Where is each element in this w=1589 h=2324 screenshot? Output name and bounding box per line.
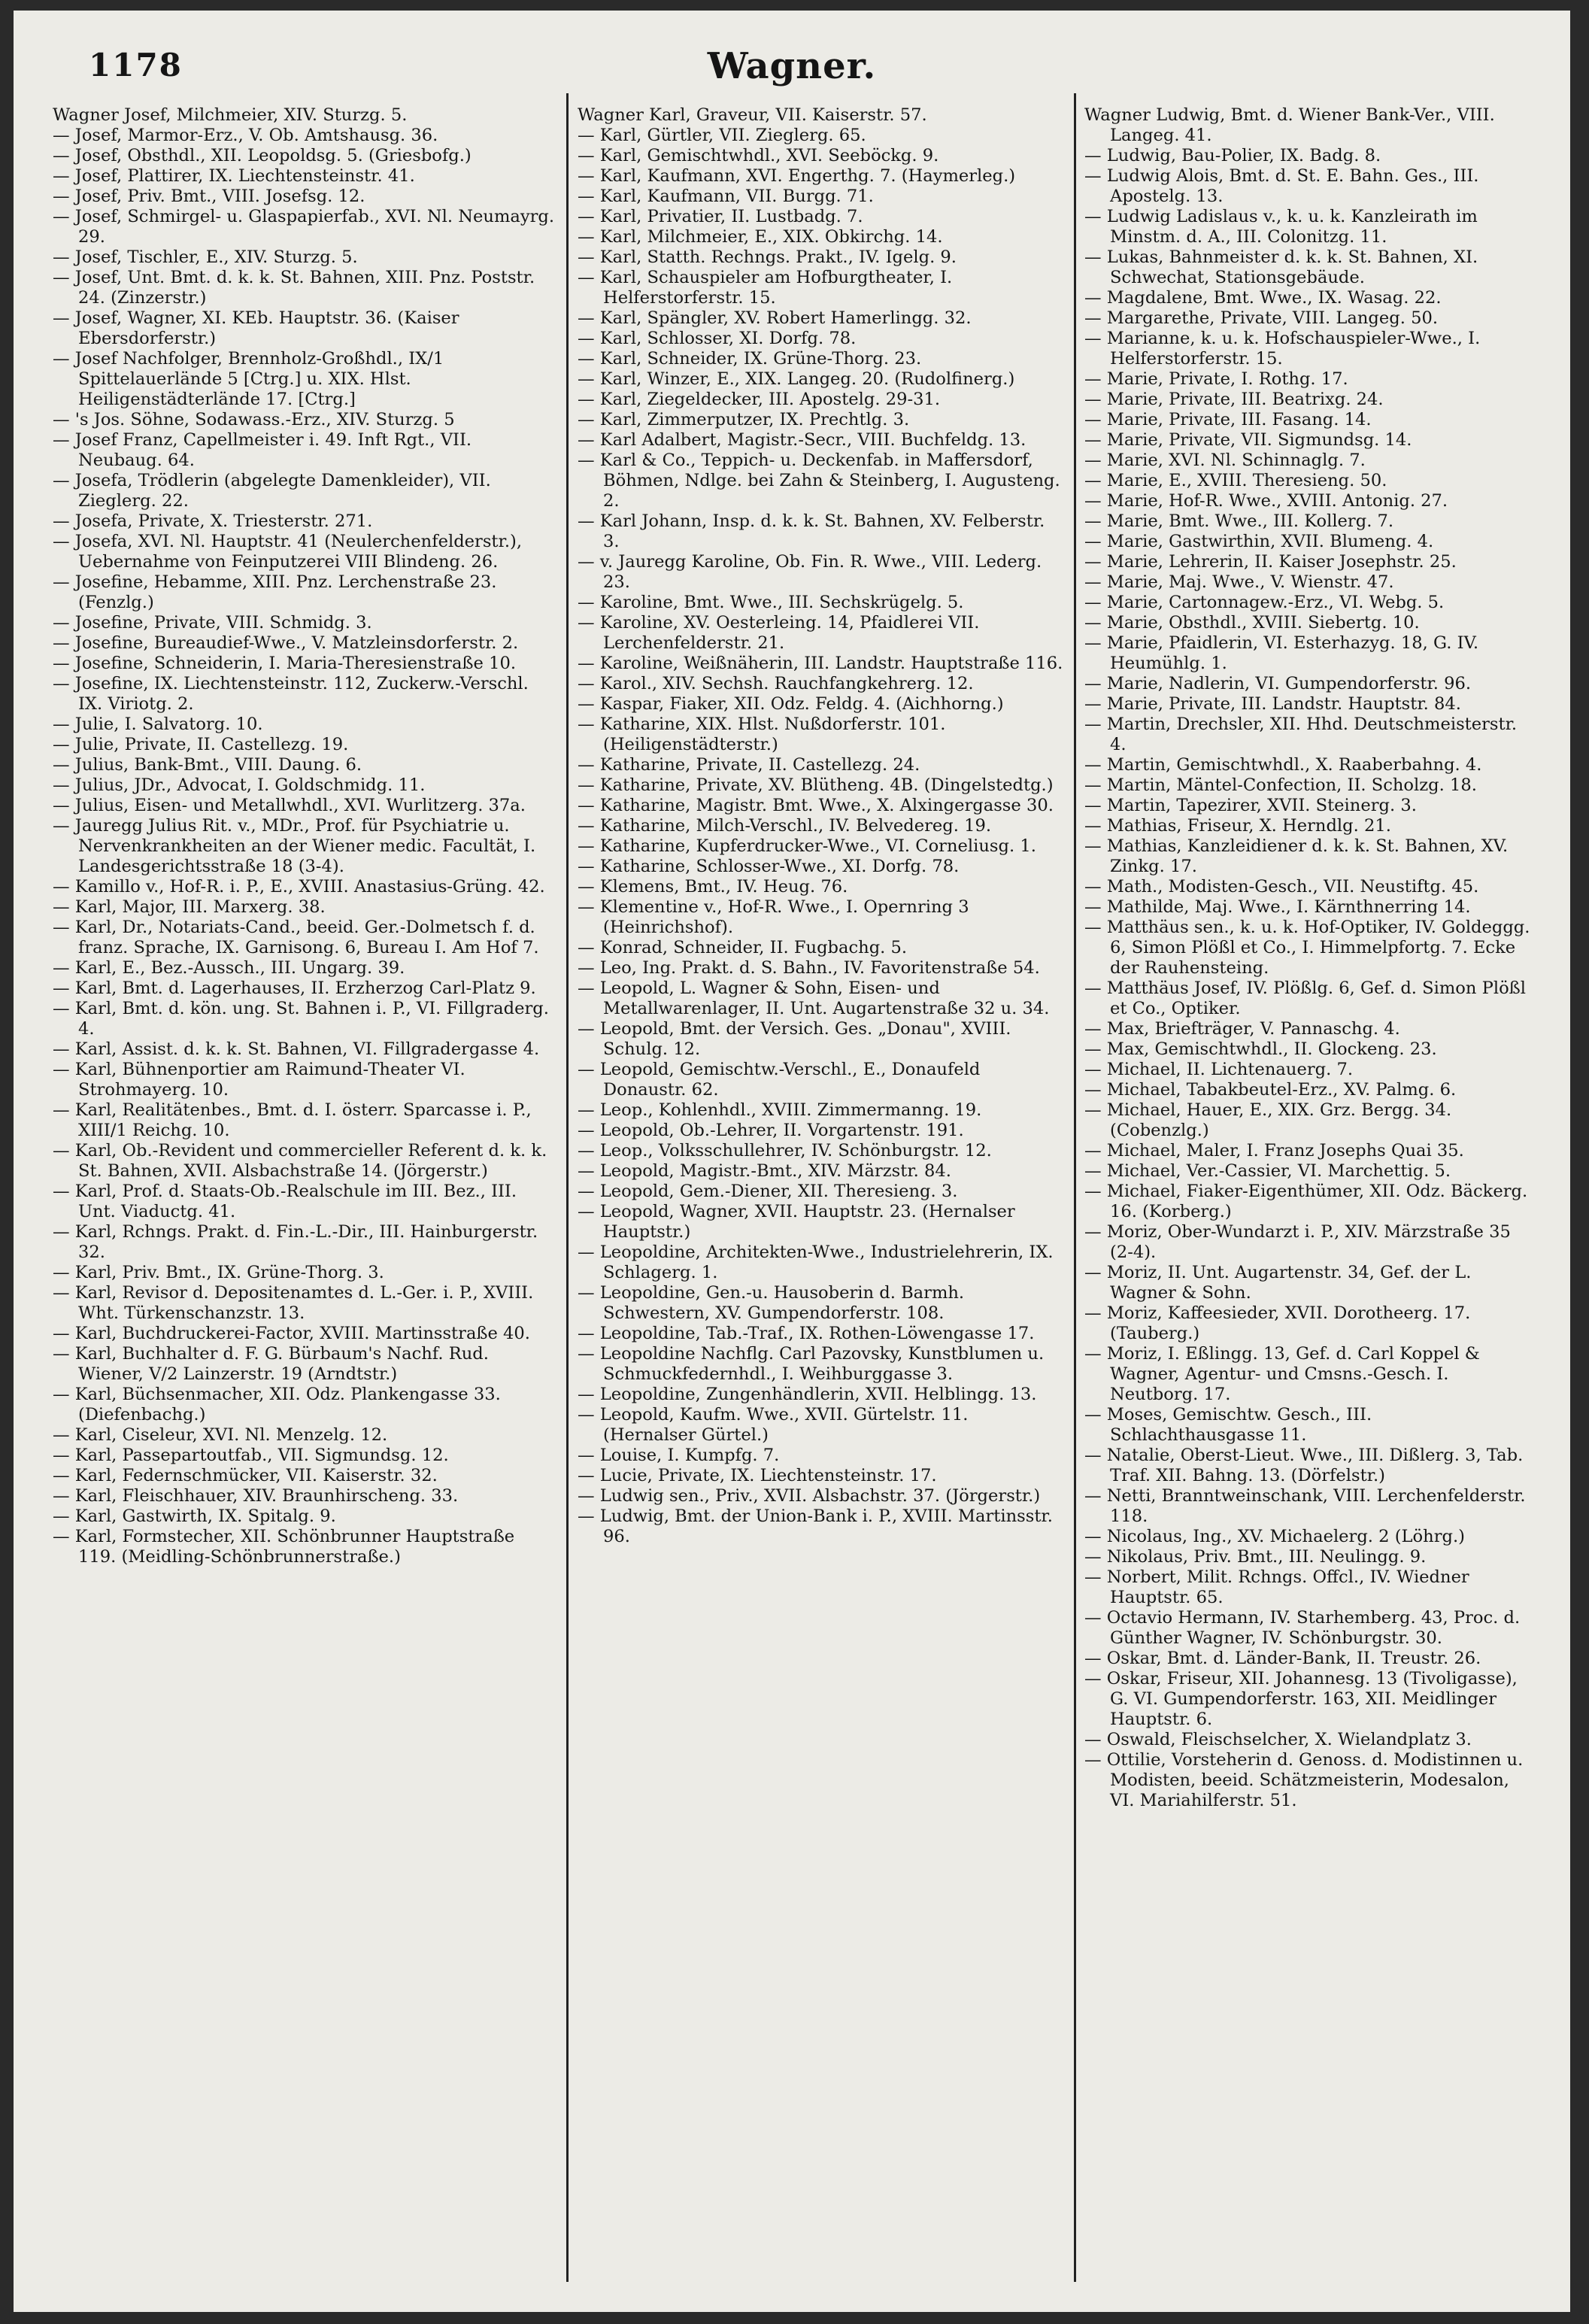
directory-entry: — Nicolaus, Ing., XV. Michaelerg. 2 (Löhrg.) bbox=[1084, 1527, 1465, 1546]
directory-entry: — Leopoldine Nachflg. Carl Pazovsky, Kunstblumen u. Schmuckfedernhdl., I. Weihburggasse 3. bbox=[578, 1344, 1045, 1384]
directory-entry: — Karl, Prof. d. Staats-Ob.-Realschule im III. Bez., III. Unt. Viaductg. 41. bbox=[53, 1182, 517, 1221]
directory-entry: — Marie, Private, III. Fasang. 14. bbox=[1084, 410, 1372, 429]
directory-entry: — Marie, Bmt. Wwe., III. Kollerg. 7. bbox=[1084, 511, 1394, 531]
directory-entry: — Karl, Passepartoutfab., VII. Sigmundsg. 12. bbox=[53, 1446, 449, 1465]
directory-entry: — Karl, Ciseleur, XVI. Nl. Menzelg. 12. bbox=[53, 1425, 388, 1445]
directory-entry: — Julius, JDr., Advocat, I. Goldschmidg. 11. bbox=[53, 775, 426, 795]
directory-entry: — Katharine, Private, XV. Blütheng. 4B. (Dingelstedtg.) bbox=[578, 775, 1054, 795]
directory-entry: — Michael, Hauer, E., XIX. Grz. Bergg. 34. (Cobenzlg.) bbox=[1084, 1100, 1452, 1140]
directory-entry: — Josef, Tischler, E., XIV. Sturzg. 5. bbox=[53, 247, 358, 267]
column-divider bbox=[566, 93, 569, 2282]
directory-entry: — Karl, Bühnenportier am Raimund-Theater VI. Strohmayerg. 10. bbox=[53, 1060, 465, 1100]
directory-entry: — Nikolaus, Priv. Bmt., III. Neulingg. 9. bbox=[1084, 1547, 1427, 1567]
directory-entry: — Karl, Kaufmann, XVI. Engerthg. 7. (Haymerleg.) bbox=[578, 166, 1016, 186]
directory-entry: — Leopoldine, Gen.-u. Hausoberin d. Barmh. Schwestern, XV. Gumpendorferstr. 108. bbox=[578, 1283, 965, 1323]
running-head: Wagner. bbox=[707, 45, 877, 87]
directory-entry: — Julius, Eisen- und Metallwhdl., XVI. Wurlitzerg. 37a. bbox=[53, 796, 526, 815]
directory-entry: — Karl, Bmt. d. Lagerhauses, II. Erzherzog Carl-Platz 9. bbox=[53, 978, 536, 998]
column-divider bbox=[1074, 93, 1076, 2282]
directory-entry: Wagner Ludwig, Bmt. d. Wiener Bank-Ver., VIII. Langeg. 41. bbox=[1084, 105, 1495, 145]
directory-entry: — Josef, Marmor-Erz., V. Ob. Amtshausg. 36. bbox=[53, 126, 438, 145]
directory-entry: — Karoline, Bmt. Wwe., III. Sechskrügelg. 5. bbox=[578, 593, 964, 612]
page-number: 1178 bbox=[89, 47, 183, 83]
directory-entry: — Marianne, k. u. k. Hofschauspieler-Wwe., I. Helferstorferstr. 15. bbox=[1084, 329, 1481, 369]
directory-entry: — Karoline, XV. Oesterleing. 14, Pfaidlerei VII. Lerchenfelderstr. 21. bbox=[578, 613, 980, 653]
page-header bbox=[14, 11, 1570, 87]
directory-entry: — Michael, Maler, I. Franz Josephs Quai 35. bbox=[1084, 1141, 1464, 1160]
directory-entry: — 's Jos. Söhne, Sodawass.-Erz., XIV. Sturzg. 5 bbox=[53, 410, 455, 429]
directory-entry: — Martin, Gemischtwhdl., X. Raaberbahng. 4. bbox=[1084, 755, 1482, 775]
directory-entry: — Karl, Fleischhauer, XIV. Braunhirscheng. 33. bbox=[53, 1486, 459, 1506]
directory-entry: — Mathias, Kanzleidiener d. k. k. St. Bahnen, XV. Zinkg. 17. bbox=[1084, 836, 1509, 876]
directory-entry: — Margarethe, Private, VIII. Langeg. 50. bbox=[1084, 308, 1439, 328]
directory-entry: — Leop., Kohlenhdl., XVIII. Zimmermanng. 19. bbox=[578, 1100, 982, 1120]
directory-entry: — Louise, I. Kumpfg. 7. bbox=[578, 1446, 780, 1465]
directory-column-middle bbox=[578, 105, 1065, 1547]
directory-entry: — Karl, Dr., Notariats-Cand., beeid. Ger.-Dolmetsch f. d. franz. Sprache, IX. Garnisong. 6, Bureau I. Am Hof 7. bbox=[53, 918, 539, 957]
directory-entry: — Karl, Ziegeldecker, III. Apostelg. 29-31. bbox=[578, 390, 941, 409]
directory-entry: — Marie, Private, I. Rothg. 17. bbox=[1084, 369, 1348, 389]
directory-entry: — Marie, Gastwirthin, XVII. Blumeng. 4. bbox=[1084, 532, 1434, 551]
directory-entry: — Karl, Gastwirth, IX. Spitalg. 9. bbox=[53, 1506, 336, 1526]
directory-entry: — Josefine, Hebamme, XIII. Pnz. Lerchenstraße 23. (Fenzlg.) bbox=[53, 572, 497, 612]
directory-entry: — Leop., Volksschullehrer, IV. Schönburgstr. 12. bbox=[578, 1141, 992, 1160]
directory-entry: — Matthäus Josef, IV. Plößlg. 6, Gef. d. Simon Plößl et Co., Optiker. bbox=[1084, 978, 1526, 1018]
directory-entry: — Marie, Private, III. Beatrixg. 24. bbox=[1084, 390, 1384, 409]
directory-entry: — Josef, Wagner, XI. KEb. Hauptstr. 36. (Kaiser Ebersdorferstr.) bbox=[53, 308, 459, 348]
directory-entry: — v. Jauregg Karoline, Ob. Fin. R. Wwe., VIII. Lederg. 23. bbox=[578, 552, 1042, 592]
directory-entry: — Karol., XIV. Sechsh. Rauchfangkehrerg. 12. bbox=[578, 674, 974, 693]
directory-entry: — Michael, Ver.-Cassier, VI. Marchettig. 5. bbox=[1084, 1161, 1451, 1181]
directory-entry: — Martin, Tapezirer, XVII. Steinerg. 3. bbox=[1084, 796, 1417, 815]
directory-entry: — Katharine, Milch-Verschl., IV. Belvedereg. 19. bbox=[578, 816, 992, 836]
directory-entry: — Josefa, Trödlerin (abgelegte Damenkleider), VII. Zieglerg. 22. bbox=[53, 471, 491, 511]
directory-entry: — Ludwig Alois, Bmt. d. St. E. Bahn. Ges., III. Apostelg. 13. bbox=[1084, 166, 1479, 206]
directory-entry: — Josefine, IX. Liechtensteinstr. 112, Zuckerw.-Verschl. IX. Viriotg. 2. bbox=[53, 674, 529, 714]
directory-entry: — Marie, Nadlerin, VI. Gumpendorferstr. 96. bbox=[1084, 674, 1472, 693]
directory-entry: — Oskar, Bmt. d. Länder-Bank, II. Treustr. 26. bbox=[1084, 1649, 1481, 1668]
directory-entry: — Oswald, Fleischselcher, X. Wielandplatz 3. bbox=[1084, 1730, 1472, 1749]
directory-entry: — Karl, Schlosser, XI. Dorfg. 78. bbox=[578, 329, 857, 348]
directory-entry: — Josef, Unt. Bmt. d. k. k. St. Bahnen, XIII. Pnz. Poststr. 24. (Zinzerstr.) bbox=[53, 268, 535, 308]
directory-entry: — Martin, Mäntel-Confection, II. Scholzg. 18. bbox=[1084, 775, 1477, 795]
directory-entry: — Moriz, Ober-Wundarzt i. P., XIV. Märzstraße 35 (2-4). bbox=[1084, 1222, 1511, 1262]
directory-page bbox=[14, 11, 1570, 2312]
directory-entry: — Josefine, Schneiderin, I. Maria-Theresienstraße 10. bbox=[53, 654, 517, 673]
directory-entry: — Marie, Lehrerin, II. Kaiser Josephstr. 25. bbox=[1084, 552, 1457, 572]
directory-entry: — Michael, Tabakbeutel-Erz., XV. Palmg. 6. bbox=[1084, 1080, 1457, 1100]
directory-entry: — Leopold, Wagner, XVII. Hauptstr. 23. (Hernalser Hauptstr.) bbox=[578, 1202, 1015, 1242]
directory-entry: — Karl, Zimmerputzer, IX. Prechtlg. 3. bbox=[578, 410, 910, 429]
directory-entry: — Leopold, Kaufm. Wwe., XVII. Gürtelstr. 11. (Hernalser Gürtel.) bbox=[578, 1405, 969, 1445]
directory-entry: — Leopoldine, Tab.-Traf., IX. Rothen-Löwengasse 17. bbox=[578, 1324, 1035, 1343]
directory-entry: Wagner Josef, Milchmeier, XIV. Sturzg. 5. bbox=[53, 105, 408, 125]
directory-entry: — Karl, Büchsenmacher, XII. Odz. Plankengasse 33. (Diefenbachg.) bbox=[53, 1385, 501, 1424]
directory-entry: — Karl, Ob.-Revident und commercieller Referent d. k. k. St. Bahnen, XVII. Alsbachstraße 14. (Jörgerstr.) bbox=[53, 1141, 547, 1181]
directory-entry: — Marie, Hof-R. Wwe., XVIII. Antonig. 27. bbox=[1084, 491, 1448, 511]
directory-column-right bbox=[1084, 105, 1536, 1811]
directory-entry: — Karl, Gürtler, VII. Zieglerg. 65. bbox=[578, 126, 866, 145]
directory-entry: — Karl, Federnschmücker, VII. Kaiserstr. 32. bbox=[53, 1466, 438, 1485]
directory-entry: — Karl, Realitätenbes., Bmt. d. I. österr. Sparcasse i. P., XIII/1 Reichg. 10. bbox=[53, 1100, 532, 1140]
directory-entry: — Josef Nachfolger, Brennholz-Großhdl., IX/1 Spittelauerlände 5 [Ctrg.] u. XIX. Hlst. Heiligenstädterlände 17. [Ctrg.] bbox=[53, 349, 444, 409]
directory-entry: — Ludwig, Bau-Polier, IX. Badg. 8. bbox=[1084, 146, 1381, 165]
directory-entry: — Karl, Buchhalter d. F. G. Bürbaum's Nachf. Rud. Wiener, V/2 Lainzerstr. 19 (Arndtstr.) bbox=[53, 1344, 489, 1384]
directory-entry: — Karl, Bmt. d. kön. ung. St. Bahnen i. P., VI. Fillgraderg. 4. bbox=[53, 999, 549, 1039]
directory-entry: — Ludwig, Bmt. der Union-Bank i. P., XVIII. Martinsstr. 96. bbox=[578, 1506, 1053, 1546]
directory-entry: — Konrad, Schneider, II. Fugbachg. 5. bbox=[578, 938, 908, 957]
directory-entry: — Mathias, Friseur, X. Herndlg. 21. bbox=[1084, 816, 1391, 836]
directory-entry: — Julius, Bank-Bmt., VIII. Daung. 6. bbox=[53, 755, 362, 775]
directory-entry: — Marie, Maj. Wwe., V. Wienstr. 47. bbox=[1084, 572, 1394, 592]
directory-column-left bbox=[53, 105, 556, 1567]
directory-entry: — Ottilie, Vorsteherin d. Genoss. d. Modistinnen u. Modisten, beeid. Schätzmeisterin, Modesalon, VI. Mariahilferstr. 51. bbox=[1084, 1750, 1524, 1810]
directory-entry: — Karl, Buchdruckerei-Factor, XVIII. Martinsstraße 40. bbox=[53, 1324, 530, 1343]
directory-entry: — Karl, Rchngs. Prakt. d. Fin.-L.-Dir., III. Hainburgerstr. 32. bbox=[53, 1222, 538, 1262]
directory-entry: — Marie, Obsthdl., XVIII. Siebertg. 10. bbox=[1084, 613, 1420, 633]
directory-entry: — Karl, Major, III. Marxerg. 38. bbox=[53, 897, 326, 917]
directory-entry: — Karl, Kaufmann, VII. Burgg. 71. bbox=[578, 187, 874, 206]
directory-entry: — Katharine, XIX. Hlst. Nußdorferstr. 101. (Heiligenstädterstr.) bbox=[578, 714, 946, 754]
directory-entry: — Leo, Ing. Prakt. d. S. Bahn., IV. Favoritenstraße 54. bbox=[578, 958, 1040, 978]
directory-entry: — Karl, Priv. Bmt., IX. Grüne-Thorg. 3. bbox=[53, 1263, 384, 1282]
directory-entry: — Julie, Private, II. Castellezg. 19. bbox=[53, 735, 349, 754]
directory-entry: — Martin, Drechsler, XII. Hhd. Deutschmeisterstr. 4. bbox=[1084, 714, 1518, 754]
directory-entry: — Karl, Schneider, IX. Grüne-Thorg. 23. bbox=[578, 349, 922, 369]
directory-entry: — Katharine, Schlosser-Wwe., XI. Dorfg. 78. bbox=[578, 857, 960, 876]
directory-entry: — Karl, Revisor d. Depositenamtes d. L.-Ger. i. P., XVIII. Wht. Türkenschanzstr. 13. bbox=[53, 1283, 534, 1323]
directory-entry: — Josef, Priv. Bmt., VIII. Josefsg. 12. bbox=[53, 187, 365, 206]
directory-entry: — Leopold, Ob.-Lehrer, II. Vorgartenstr. 191. bbox=[578, 1121, 964, 1140]
directory-entry: — Moriz, Kaffeesieder, XVII. Dorotheerg. 17. (Tauberg.) bbox=[1084, 1303, 1471, 1343]
directory-entry: — Leopold, Magistr.-Bmt., XIV. Märzstr. 84. bbox=[578, 1161, 951, 1181]
directory-entry: — Karl, Statth. Rechngs. Prakt., IV. Igelg. 9. bbox=[578, 247, 957, 267]
directory-entry: — Leopold, Gem.-Diener, XII. Theresieng. 3. bbox=[578, 1182, 958, 1201]
directory-entry: — Natalie, Oberst-Lieut. Wwe., III. Dißlerg. 3, Tab. Traf. XII. Bahng. 13. (Dörfelstr.) bbox=[1084, 1446, 1524, 1485]
directory-entry: — Michael, Fiaker-Eigenthümer, XII. Odz. Bäckerg. 16. (Korberg.) bbox=[1084, 1182, 1528, 1221]
directory-entry: — Max, Gemischtwhdl., II. Glockeng. 23. bbox=[1084, 1039, 1437, 1059]
directory-entry: — Karl, Formstecher, XII. Schönbrunner Hauptstraße 119. (Meidling-Schönbrunnerstraße.) bbox=[53, 1527, 515, 1567]
directory-entry: — Josefa, Private, X. Triesterstr. 271. bbox=[53, 511, 373, 531]
directory-entry: — Matthäus sen., k. u. k. Hof-Optiker, IV. Goldeggg. 6, Simon Plößl et Co., I. Himmelpfortg. 7. Ecke der Rauhensteing. bbox=[1084, 918, 1530, 978]
directory-entry: — Karl, Milchmeier, E., XIX. Obkirchg. 14. bbox=[578, 227, 943, 247]
directory-entry: — Math., Modisten-Gesch., VII. Neustiftg. 45. bbox=[1084, 877, 1479, 897]
directory-entry: — Octavio Hermann, IV. Starhemberg. 43, Proc. d. Günther Wagner, IV. Schönburgstr. 30. bbox=[1084, 1608, 1521, 1648]
directory-entry: — Josef, Plattirer, IX. Liechtensteinstr. 41. bbox=[53, 166, 415, 186]
directory-entry: — Michael, II. Lichtenauerg. 7. bbox=[1084, 1060, 1353, 1079]
directory-entry: — Karoline, Weißnäherin, III. Landstr. Hauptstraße 116. bbox=[578, 654, 1063, 673]
directory-entry: — Josef, Obsthdl., XII. Leopoldsg. 5. (Griesbofg.) bbox=[53, 146, 472, 165]
directory-entry: — Jauregg Julius Rit. v., MDr., Prof. für Psychiatrie u. Nervenkrankheiten an der Wiener medic. Facultät, I. Landesgerichtsstraße 18 (3-4). bbox=[53, 816, 536, 876]
directory-entry: — Leopold, L. Wagner & Sohn, Eisen- und Metallwarenlager, II. Unt. Augartenstraße 32 u. 34. bbox=[578, 978, 1050, 1018]
directory-entry: — Karl, Schauspieler am Hofburgtheater, I. Helferstorferstr. 15. bbox=[578, 268, 953, 308]
directory-entry: — Klemens, Bmt., IV. Heug. 76. bbox=[578, 877, 848, 897]
directory-entry: — Lucie, Private, IX. Liechtensteinstr. 17. bbox=[578, 1466, 937, 1485]
directory-entry: — Leopold, Bmt. der Versich. Ges. „Donau", XVIII. Schulg. 12. bbox=[578, 1019, 1011, 1059]
directory-entry: — Karl Adalbert, Magistr.-Secr., VIII. Buchfeldg. 13. bbox=[578, 430, 1026, 450]
directory-entry: — Ludwig Ladislaus v., k. u. k. Kanzleirath im Minstm. d. A., III. Colonitzg. 11. bbox=[1084, 207, 1478, 247]
directory-entry: — Moses, Gemischtw. Gesch., III. Schlachthausgasse 11. bbox=[1084, 1405, 1372, 1445]
directory-entry: — Ludwig sen., Priv., XVII. Alsbachstr. 37. (Jörgerstr.) bbox=[578, 1486, 1041, 1506]
directory-entry: Wagner Karl, Graveur, VII. Kaiserstr. 57. bbox=[578, 105, 927, 125]
directory-entry: — Marie, Pfaidlerin, VI. Esterhazyg. 18, G. IV. Heumühlg. 1. bbox=[1084, 633, 1479, 673]
directory-entry: — Leopold, Gemischtw.-Verschl., E., Donaufeld Donaustr. 62. bbox=[578, 1060, 981, 1100]
directory-entry: — Marie, Private, III. Landstr. Hauptstr. 84. bbox=[1084, 694, 1461, 714]
directory-entry: — Marie, E., XVIII. Theresieng. 50. bbox=[1084, 471, 1387, 490]
directory-entry: — Marie, XVI. Nl. Schinnaglg. 7. bbox=[1084, 451, 1366, 470]
directory-entry: — Kamillo v., Hof-R. i. P., E., XVIII. Anastasius-Grüng. 42. bbox=[53, 877, 545, 897]
directory-entry: — Netti, Branntweinschank, VIII. Lerchenfelderstr. 118. bbox=[1084, 1486, 1526, 1526]
directory-entry: — Magdalene, Bmt. Wwe., IX. Wasag. 22. bbox=[1084, 288, 1442, 308]
directory-entry: — Julie, I. Salvatorg. 10. bbox=[53, 714, 263, 734]
directory-entry: — Kaspar, Fiaker, XII. Odz. Feldg. 4. (Aichhorng.) bbox=[578, 694, 1004, 714]
directory-entry: — Leopoldine, Architekten-Wwe., Industrielehrerin, IX. Schlagerg. 1. bbox=[578, 1242, 1054, 1282]
directory-entry: — Josef, Schmirgel- u. Glaspapierfab., XVI. Nl. Neumayrg. 29. bbox=[53, 207, 555, 247]
directory-entry: — Lukas, Bahnmeister d. k. k. St. Bahnen, XI. Schwechat, Stationsgebäude. bbox=[1084, 247, 1478, 287]
directory-entry: — Karl, E., Bez.-Aussch., III. Ungarg. 39. bbox=[53, 958, 405, 978]
directory-entry: — Josefine, Private, VIII. Schmidg. 3. bbox=[53, 613, 372, 633]
directory-entry: — Karl, Spängler, XV. Robert Hamerlingg. 32. bbox=[578, 308, 972, 328]
directory-entry: — Moriz, II. Unt. Augartenstr. 34, Gef. der L. Wagner & Sohn. bbox=[1084, 1263, 1472, 1303]
directory-entry: — Karl, Gemischtwhdl., XVI. Seeböckg. 9. bbox=[578, 146, 939, 165]
directory-entry: — Karl, Winzer, E., XIX. Langeg. 20. (Rudolfinerg.) bbox=[578, 369, 1015, 389]
directory-entry: — Josef Franz, Capellmeister i. 49. Inft Rgt., VII. Neubaug. 64. bbox=[53, 430, 472, 470]
directory-entry: — Moriz, I. Eßlingg. 13, Gef. d. Carl Koppel & Wagner, Agentur- und Cmsns.-Gesch. I. Neutborg. 17. bbox=[1084, 1344, 1480, 1404]
directory-entry: — Leopoldine, Zungenhändlerin, XVII. Helblingg. 13. bbox=[578, 1385, 1037, 1404]
directory-entry: — Katharine, Kupferdrucker-Wwe., VI. Corneliusg. 1. bbox=[578, 836, 1036, 856]
directory-entry: — Marie, Private, VII. Sigmundsg. 14. bbox=[1084, 430, 1412, 450]
directory-entry: — Mathilde, Maj. Wwe., I. Kärnthnerring 14. bbox=[1084, 897, 1471, 917]
directory-entry: — Josefa, XVI. Nl. Hauptstr. 41 (Neulerchenfelderstr.), Uebernahme von Feinputzerei VIII Blindeng. 26. bbox=[53, 532, 522, 572]
directory-entry: — Klementine v., Hof-R. Wwe., I. Opernring 3 (Heinrichshof). bbox=[578, 897, 969, 937]
directory-entry: — Karl Johann, Insp. d. k. k. St. Bahnen, XV. Felberstr. 3. bbox=[578, 511, 1045, 551]
directory-entry: — Marie, Cartonnagew.-Erz., VI. Webg. 5. bbox=[1084, 593, 1445, 612]
directory-entry: — Katharine, Magistr. Bmt. Wwe., X. Alxingergasse 30. bbox=[578, 796, 1054, 815]
directory-entry: — Karl & Co., Teppich- u. Deckenfab. in Maffersdorf, Böhmen, Ndlge. bei Zahn & Steinberg, I. Augusteng. 2. bbox=[578, 451, 1060, 511]
directory-entry: — Norbert, Milit. Rchngs. Offcl., IV. Wiedner Hauptstr. 65. bbox=[1084, 1567, 1469, 1607]
directory-entry: — Oskar, Friseur, XII. Johannesg. 13 (Tivoligasse), G. VI. Gumpendorferstr. 163, XII. Meidlinger Hauptstr. 6. bbox=[1084, 1669, 1518, 1729]
directory-entry: — Karl, Assist. d. k. k. St. Bahnen, VI. Fillgradergasse 4. bbox=[53, 1039, 540, 1059]
directory-entry: — Josefine, Bureaudief-Wwe., V. Matzleinsdorferstr. 2. bbox=[53, 633, 519, 653]
directory-entry: — Karl, Privatier, II. Lustbadg. 7. bbox=[578, 207, 863, 226]
directory-entry: — Katharine, Private, II. Castellezg. 24. bbox=[578, 755, 920, 775]
directory-entry: — Max, Briefträger, V. Pannaschg. 4. bbox=[1084, 1019, 1400, 1039]
